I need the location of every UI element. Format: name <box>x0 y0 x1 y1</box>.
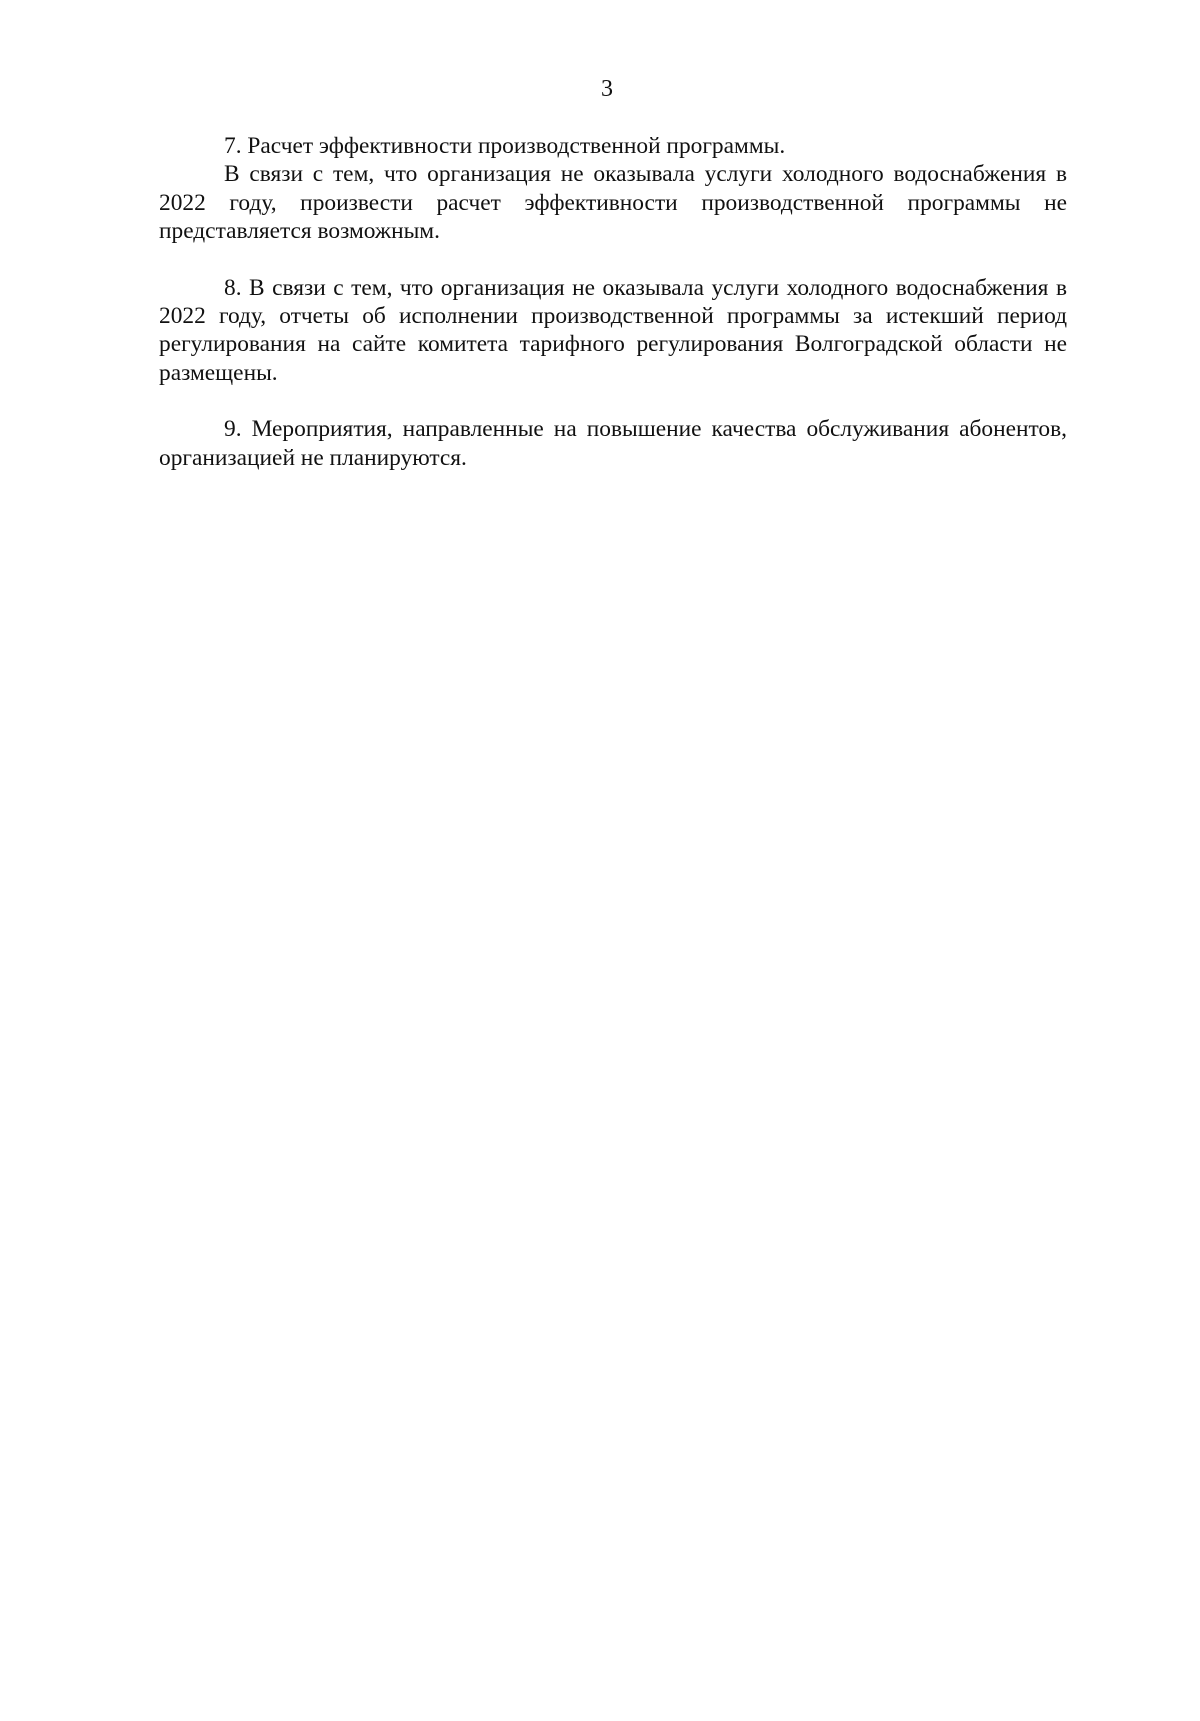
page-number: 3 <box>601 76 613 102</box>
section-9-text: 9. Мероприятия, направленные на повышение качества обслуживания абонентов, организацией не планируются. <box>159 416 1067 471</box>
section-7-heading: 7. Расчет эффективности производственной программы. <box>224 133 786 159</box>
document-body <box>159 132 1067 472</box>
section-8-text: 8. В связи с тем, что организация не оказывала услуги холодного водоснабжения в 2022 году, отчеты об исполнении производственной программы за истекший период регулирования на сайте комитета тарифного регулирования Волгоградской области не размещены. <box>159 274 1067 386</box>
section-7-text: В связи с тем, что организация не оказывала услуги холодного водоснабжения в 2022 году, произвести расчет эффективности производственной программы не представляется возможным. <box>159 161 1067 245</box>
